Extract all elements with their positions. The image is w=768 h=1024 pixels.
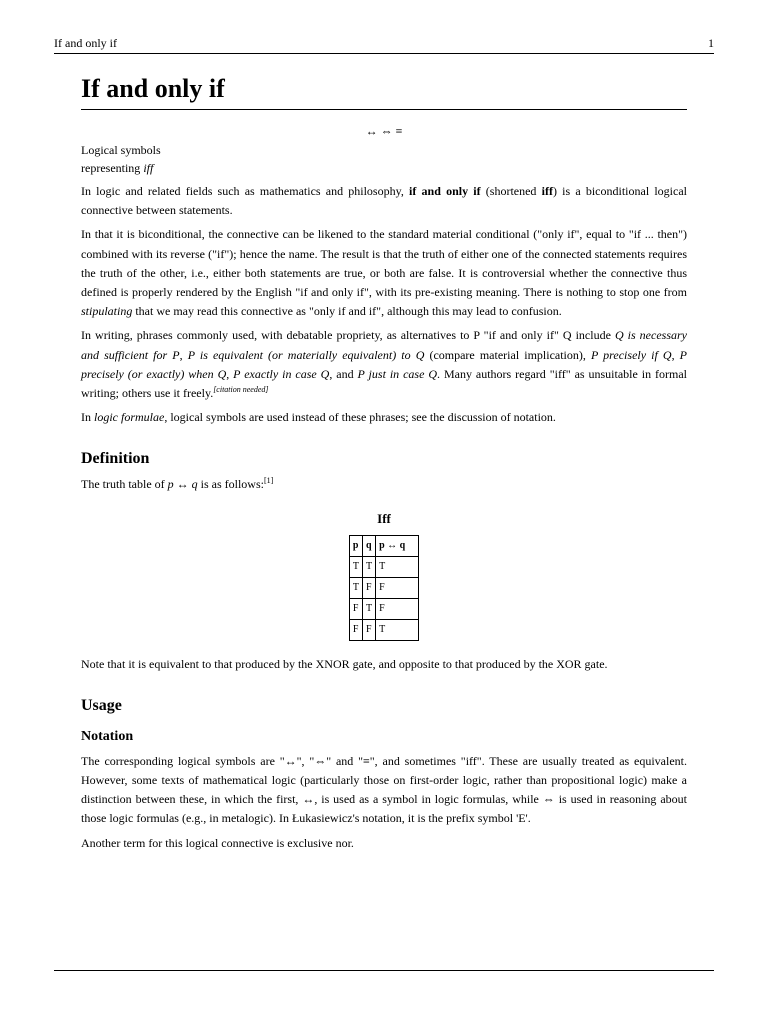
running-header: [54, 36, 714, 54]
notation-paragraph-2: Another term for this logical connective is exclusive nor.: [81, 835, 354, 850]
text-run: In: [81, 410, 94, 425]
phrase-italic: P precisely (or exactly) when Q: [81, 347, 687, 381]
cell-p: F: [349, 619, 362, 640]
table-row: [349, 577, 418, 598]
term-stipulating: stipulating: [81, 304, 133, 319]
cell-p: T: [349, 556, 362, 577]
expression-p-iff-q: p ↔ q: [167, 477, 198, 492]
text-run: . Many authors regard "iff" as unsuitable in formal writing; others use it freely.: [81, 366, 688, 401]
text-run: ,: [179, 347, 188, 362]
page-title: If and only if: [81, 72, 687, 110]
citation-needed-text: [citation needed]: [213, 385, 269, 395]
text-run: ,: [226, 366, 234, 381]
text-run: In logic and related fields such as mathematics and philosophy,: [81, 184, 410, 198]
intro-paragraph-1: [81, 182, 687, 220]
cell-q: F: [363, 577, 376, 598]
truth-table-title: Iff: [377, 510, 391, 526]
symbols-caption: [81, 141, 687, 177]
caption-prefix: representing: [81, 161, 144, 175]
cell-q: T: [363, 598, 376, 619]
cell-result: T: [376, 556, 419, 577]
phrase-italic: P exactly in case Q: [233, 366, 330, 381]
cell-p: F: [349, 598, 362, 619]
page-number: 1: [708, 36, 714, 50]
table-row: [349, 598, 418, 619]
phrase-italic: Q is necessary and sufficient for P: [81, 328, 687, 362]
text-run: is as follows:: [197, 477, 264, 492]
phrase-italic: P is equivalent (or materially equivalent) to Q: [187, 347, 425, 362]
text-run: (shortened: [480, 184, 542, 198]
cell-result: F: [376, 577, 419, 598]
phrase-italic: P just in case Q: [357, 366, 438, 381]
running-title: If and only if: [54, 36, 117, 50]
section-heading-usage: Usage: [81, 696, 122, 714]
logical-symbols: ↔ ⇔ ≡: [365, 124, 403, 138]
table-row: [349, 556, 418, 577]
text-run: The truth table of: [81, 477, 168, 492]
footer-rule: [54, 970, 714, 971]
text-run: In that it is biconditional, the connective can be likened to the standard material conditional ("only if", equal to "if ... then") combined with its reverse ("if"); hence the name. The result is that the truth of either one of the connected statements requires the truth of the other, i.e., either both statements are true, or both are false. It is controversial whether the connective thus defined is properly rendered by the English "if and only if", with its pre-existing meaning. There is nothing to stop one from: [81, 227, 687, 300]
section-heading-definition: Definition: [81, 450, 150, 468]
intro-paragraph-3: [81, 326, 687, 403]
article-body: [81, 72, 687, 853]
phrase-italic: P precisely if Q: [590, 347, 672, 362]
text-run: (compare material implication),: [424, 347, 591, 362]
text-run: ,: [671, 347, 680, 362]
term-logic-formulae: logic formulae: [94, 410, 165, 425]
intro-paragraph-4: [81, 408, 687, 427]
caption-term: iff: [143, 161, 154, 175]
cell-q: F: [363, 619, 376, 640]
caption-line-2: [81, 159, 687, 177]
citation-needed[interactable]: [213, 385, 268, 394]
header-q: q: [363, 535, 376, 556]
intro-paragraph-2: [81, 225, 687, 321]
header-p-iff-q: p ↔ q: [376, 535, 419, 556]
notation-paragraph-1: The corresponding logical symbols are "↔", "⇔" and "≡", and sometimes "iff". These are usually treated as equivalent. However, some texts of mathematical logic (particularly those on first-order logic, rather than propositional logic) make a distinction between these, in which the first, ↔, is used as a symbol in logic formulas, while ⇔ is used in reasoning about those logic formulas (e.g., in metalogic). In Łukasiewicz's notation, it is the prefix symbol 'E'.: [81, 753, 687, 826]
xnor-note: Note that it is equivalent to that produced by the XNOR gate, and opposite to that produced by the XOR gate.: [81, 656, 608, 671]
text-run: that we may read this connective as "only if and if", although this may lead to confusion.: [132, 304, 562, 319]
text-run: , logical symbols are used instead of these phrases; see the discussion of notation.: [164, 410, 556, 425]
text-run: In writing, phrases commonly used, with debatable propriety, as alternatives to P "if and only if" Q include: [81, 328, 615, 343]
subsection-heading-notation: Notation: [81, 728, 134, 744]
text-run: ) is a biconditional logical connective between statements.: [81, 184, 688, 218]
truth-table-header-row: [349, 535, 418, 556]
link-if-and-only-if[interactable]: if and only if: [409, 184, 481, 198]
text-run: , and: [329, 366, 358, 381]
header-p: p: [349, 535, 362, 556]
reference-1[interactable]: [1]: [263, 476, 274, 486]
definition-text: [81, 475, 687, 494]
cell-result: T: [376, 619, 419, 640]
truth-table: [349, 535, 419, 641]
caption-line-1: Logical symbols: [81, 143, 161, 157]
cell-q: T: [363, 556, 376, 577]
cell-result: F: [376, 598, 419, 619]
table-row: [349, 619, 418, 640]
term-iff: iff: [541, 184, 553, 198]
cell-p: T: [349, 577, 362, 598]
